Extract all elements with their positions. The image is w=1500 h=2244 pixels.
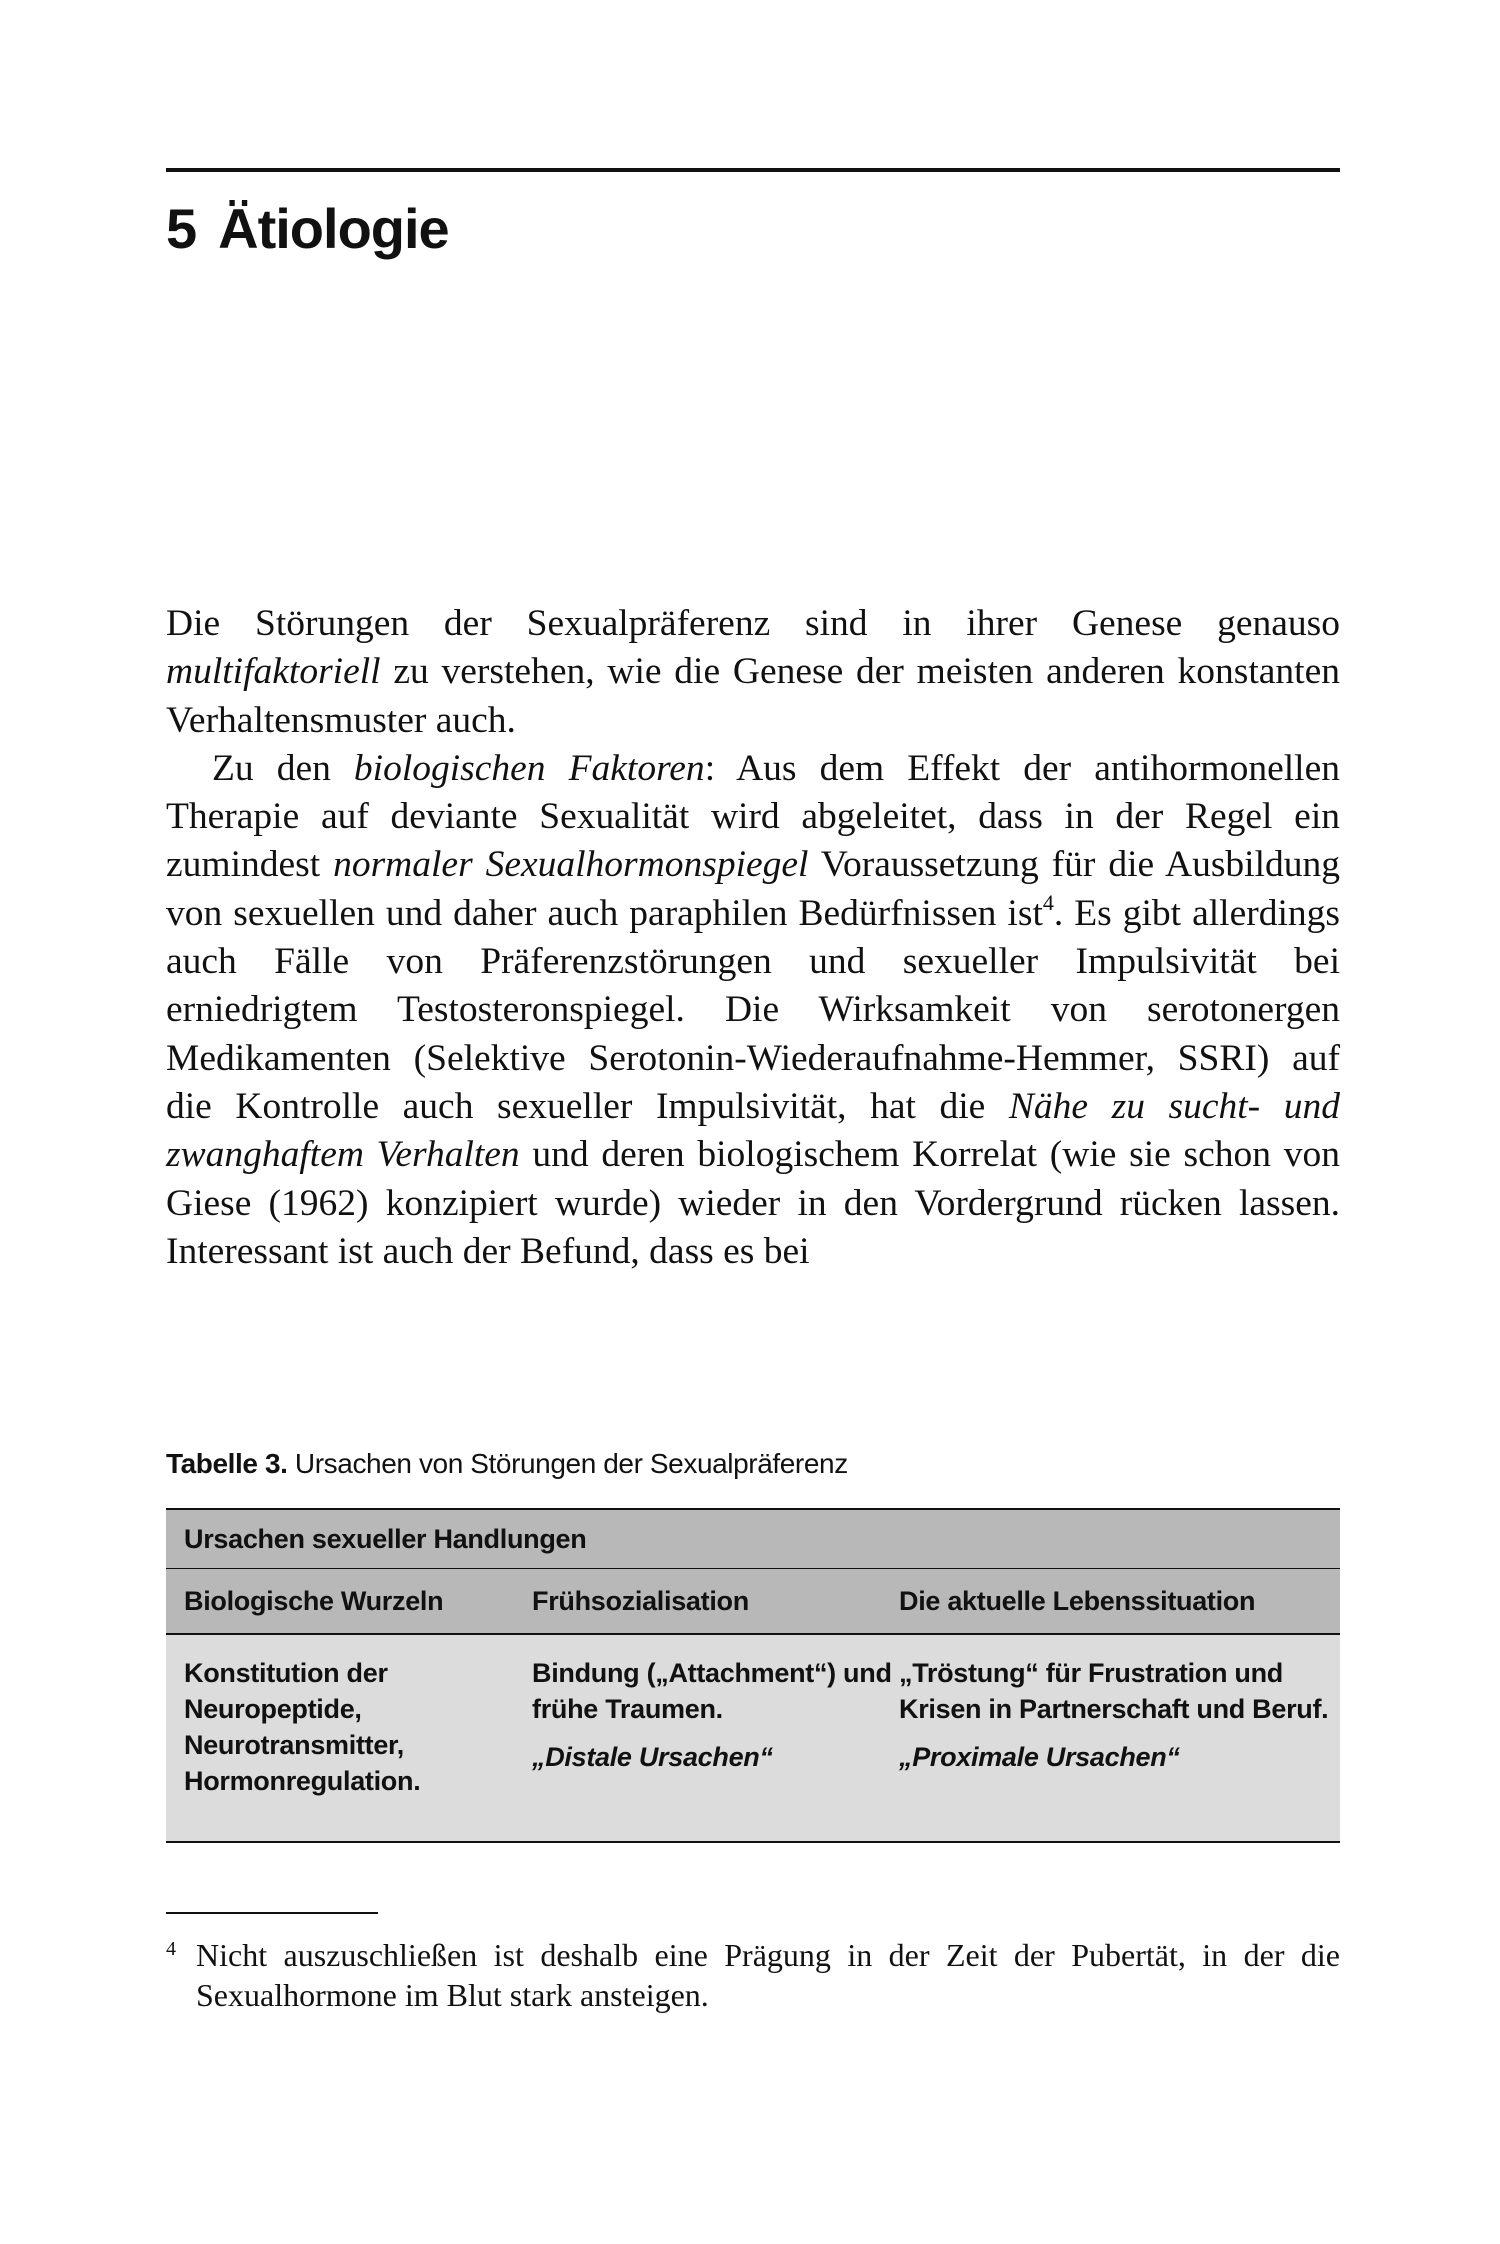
paragraph-1: [166, 600, 1340, 745]
body-run: zu verstehen, wie die Genese der meisten anderen konstanten Verhaltensmuster auch.: [166, 651, 1340, 741]
column-header-current-situation: Die aktuelle Lebenssituation: [899, 1585, 1256, 1616]
footnote: [166, 1935, 1340, 2015]
body-run: : Aus dem Effekt der antihormonellen Therapie auf deviante Sexualität wird abgeleitet, dass in der Regel ein zumindest: [166, 747, 1340, 886]
table-row: [166, 1635, 1340, 1841]
table-cell-current-situation: [899, 1635, 1340, 1775]
table-caption: [166, 1448, 848, 1480]
footnote-rule: [166, 1912, 378, 1914]
emphasis-text: biologischen Faktoren: [353, 747, 705, 789]
footnote-mark: 4: [166, 1938, 176, 1960]
emphasis-text: normaler Sexualhormonspiegel: [333, 844, 809, 886]
document-page: [166, 0, 1340, 2244]
paragraph-2: [166, 745, 1340, 1276]
chapter-heading: [166, 198, 449, 260]
table-caption-text: Ursachen von Störungen der Sexualpräferenz: [287, 1448, 848, 1479]
table-cell-biological: [166, 1635, 532, 1799]
body-run: Die Störungen der Sexualpräferenz sind in ihrer Genese genauso: [166, 603, 1340, 644]
table-header: Ursachen sexueller Handlungen: [184, 1523, 587, 1554]
table-bottom-rule: [166, 1841, 1340, 1843]
table-cell-early-socialisation: [532, 1635, 899, 1775]
footnote-text: Nicht auszuschließen ist deshalb eine Prägung in der Zeit der Pubertät, in der die Sexualhormone im Blut stark ansteigen.: [196, 1937, 1340, 2013]
table-column-headers: [166, 1569, 1340, 1633]
column-header-early-socialisation: Frühsozialisation: [532, 1585, 749, 1616]
column-header-biological: Biologische Wurzeln: [184, 1585, 444, 1616]
emphasis-text: Nähe zu sucht- und zwanghaftem Verhalten: [166, 1085, 1340, 1176]
cell-biological-text: Konstitution der Neuropeptide, Neurotransmitter, Hormonregulation.: [184, 1658, 421, 1796]
body-text: [166, 600, 1340, 1276]
table-header-row: [166, 1510, 1340, 1568]
cell-current-situation-text: „Tröstung“ für Frustration und Krisen in Partnerschaft und Beruf.: [899, 1658, 1329, 1724]
footnote-reference: 4: [1042, 889, 1054, 915]
body-run: und deren biologischem Korrelat (wie sie schon von Giese (1962) konzipiert wurde) wieder in den Vordergrund rücken lassen. Interessant ist auch der Befund, dass es bei: [166, 1134, 1340, 1272]
table-caption-label: Tabelle 3.: [166, 1448, 288, 1479]
body-run: . Es gibt allerdings auch Fälle von Präferenzstörungen und sexueller Impulsivität bei erniedrigtem Testosteronspiegel. Die Wirksamkeit von serotonergen Medikamenten (Selektive Serotonin-Wiederaufnahme-Hemmer, SSRI) auf die Kontrolle auch sexueller Impulsivität, hat die: [166, 892, 1340, 1127]
top-rule: [166, 168, 1340, 172]
cell-distal-causes: „Distale Ursachen“: [532, 1742, 773, 1772]
chapter-number: 5: [166, 197, 197, 260]
emphasis-text: multifaktoriell: [166, 651, 381, 693]
body-run: Zu den: [212, 747, 354, 789]
cell-proximal-causes: „Proximale Ursachen“: [899, 1742, 1180, 1772]
causes-table: [166, 1508, 1340, 1843]
cell-early-socialisation-text: Bindung („Attachment“) und frühe Traumen.: [532, 1658, 892, 1724]
body-run: Voraussetzung für die Ausbildung von sexuellen und daher auch paraphilen Bedürfnissen ist: [166, 844, 1341, 934]
chapter-title: Ätiologie: [218, 197, 449, 260]
